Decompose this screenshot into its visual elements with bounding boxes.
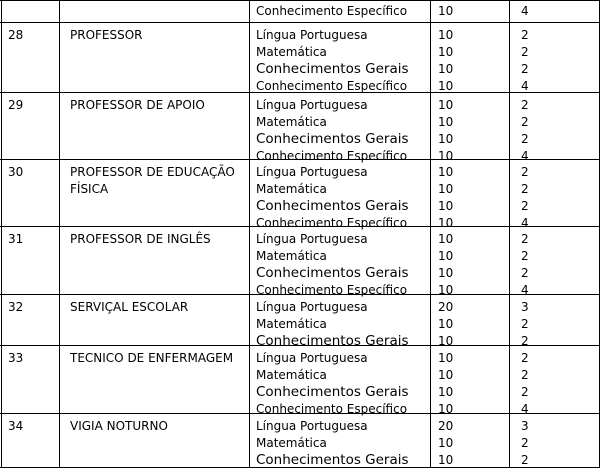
question-count: 10: [438, 351, 454, 365]
job-title: PROFESSOR DE INGLÊS: [70, 232, 211, 246]
subject-weight: 2: [521, 248, 529, 263]
job-title: TECNICO DE ENFERMAGEM: [70, 351, 234, 365]
question-count: 10: [438, 44, 454, 59]
subject-name: Matemática: [256, 44, 327, 59]
candidate-number: 28: [8, 28, 24, 42]
job-title: PROFESSOR: [70, 28, 143, 42]
question-count: 10: [438, 367, 454, 382]
table-column-rule: [59, 0, 60, 467]
question-count: 20: [438, 419, 454, 433]
subject-name: Conhecimentos Gerais: [256, 383, 409, 400]
subject-name: Matemática: [256, 367, 327, 382]
subject-weight: 4: [521, 401, 529, 416]
subject-weight: 2: [521, 232, 529, 246]
job-title: VIGIA NOTURNO: [70, 419, 168, 433]
subject-name: Língua Portuguesa: [256, 419, 368, 433]
subject-name: Língua Portuguesa: [256, 351, 368, 365]
question-count: 10: [438, 282, 454, 297]
question-count: 10: [438, 384, 454, 399]
subject-weight: 2: [521, 265, 529, 280]
question-count: 20: [438, 300, 454, 314]
subject-weight: 3: [521, 419, 529, 433]
subject-name: Conhecimento Específico: [256, 215, 408, 230]
subject-weight: 2: [521, 316, 529, 331]
subject-weight: 4: [521, 282, 529, 297]
question-count: 10: [438, 28, 454, 42]
subject-weight: 2: [521, 384, 529, 399]
question-count: 10: [438, 78, 454, 93]
question-count: 10: [438, 165, 454, 179]
table-column-rule: [430, 0, 431, 467]
subject-name: Matemática: [256, 181, 327, 196]
subject-weight: 2: [521, 181, 529, 196]
subject-name: Matemática: [256, 316, 327, 331]
subject-weight: 2: [521, 435, 529, 450]
question-count: 10: [438, 198, 454, 213]
question-count: 10: [438, 181, 454, 196]
candidate-number: 29: [8, 98, 24, 112]
question-count: 10: [438, 265, 454, 280]
subject-name: Conhecimentos Gerais: [256, 264, 409, 281]
subject-name: Língua Portuguesa: [256, 98, 368, 112]
table-column-rule: [509, 0, 510, 467]
subject-weight: 4: [521, 215, 529, 230]
subject-name: Matemática: [256, 114, 327, 129]
subject-name: Conhecimentos Gerais: [256, 451, 409, 468]
subject-weight: 2: [521, 131, 529, 146]
candidate-number: 33: [8, 351, 24, 365]
subject-name: Língua Portuguesa: [256, 28, 368, 42]
question-count: 10: [438, 232, 454, 246]
subject-weight: 2: [521, 367, 529, 382]
question-count: 10: [438, 215, 454, 230]
candidate-number: 31: [8, 232, 24, 246]
question-count: 10: [438, 401, 454, 416]
table-row-rule: [0, 22, 600, 23]
subject-weight: 4: [521, 4, 529, 18]
table-row-rule: [0, 0, 600, 1]
subject-name: Conhecimentos Gerais: [256, 130, 409, 147]
subject-weight: 2: [521, 333, 529, 348]
subject-name: Conhecimento Específico: [256, 401, 408, 416]
question-count: 10: [438, 148, 454, 163]
question-count: 10: [438, 435, 454, 450]
subject-weight: 2: [521, 452, 529, 467]
subject-weight: 2: [521, 98, 529, 112]
subject-name: Conhecimentos Gerais: [256, 332, 409, 349]
subject-weight: 4: [521, 148, 529, 163]
subject-name: Conhecimento Específico: [256, 148, 408, 163]
subject-weight: 4: [521, 78, 529, 93]
question-count: 10: [438, 316, 454, 331]
subject-weight: 2: [521, 165, 529, 179]
job-title: SERVIÇAL ESCOLAR: [70, 300, 189, 314]
subject-name: Matemática: [256, 435, 327, 450]
candidate-number: 30: [8, 165, 24, 179]
table-column-rule: [249, 0, 250, 467]
subject-name: Conhecimento Específico: [256, 4, 408, 18]
subject-name: Conhecimento Específico: [256, 78, 408, 93]
table-column-rule: [599, 0, 600, 467]
question-count: 10: [438, 98, 454, 112]
subject-weight: 2: [521, 44, 529, 59]
question-count: 10: [438, 333, 454, 348]
subject-weight: 2: [521, 61, 529, 76]
subject-weight: 2: [521, 351, 529, 365]
subject-weight: 2: [521, 198, 529, 213]
subject-weight: 2: [521, 28, 529, 42]
job-title: PROFESSOR DE EDUCAÇÃO FÍSICA: [70, 165, 235, 196]
subject-name: Conhecimentos Gerais: [256, 197, 409, 214]
question-count: 10: [438, 4, 454, 18]
table-column-rule: [1, 0, 2, 467]
subject-name: Matemática: [256, 248, 327, 263]
subject-weight: 2: [521, 114, 529, 129]
question-count: 10: [438, 61, 454, 76]
subject-name: Conhecimento Específico: [256, 282, 408, 297]
question-count: 10: [438, 248, 454, 263]
subject-name: Língua Portuguesa: [256, 232, 368, 246]
question-count: 10: [438, 131, 454, 146]
candidate-number: 34: [8, 419, 24, 433]
job-title: PROFESSOR DE APOIO: [70, 98, 205, 112]
subject-name: Conhecimentos Gerais: [256, 60, 409, 77]
question-count: 10: [438, 452, 454, 467]
subject-weight: 3: [521, 300, 529, 314]
question-count: 10: [438, 114, 454, 129]
candidate-number: 32: [8, 300, 24, 314]
subject-name: Língua Portuguesa: [256, 165, 368, 179]
subject-name: Língua Portuguesa: [256, 300, 368, 314]
